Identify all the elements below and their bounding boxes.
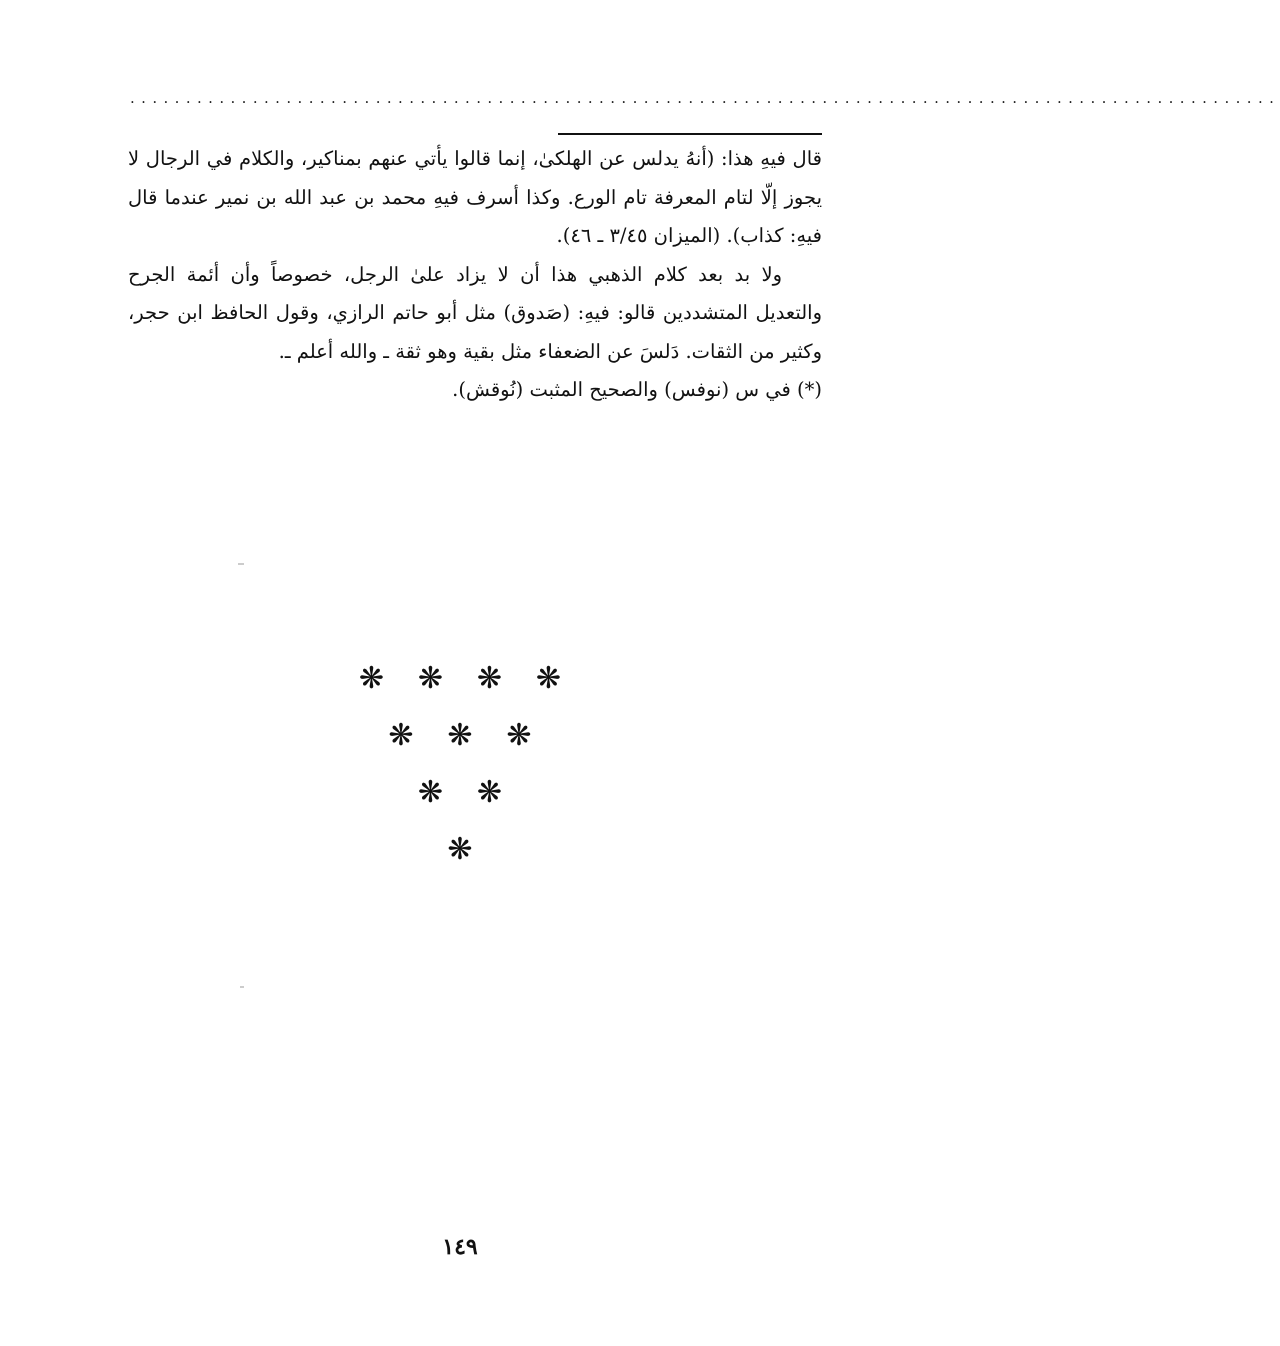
footnote-paragraph-3: (*) في س (نوفس) والصحيح المثبت (نُوقش). (452, 378, 822, 401)
asterisk-icon: ❋ (447, 718, 473, 753)
ornament-row-4 (310, 821, 610, 878)
page-number: ١٤٩ (442, 1234, 478, 1260)
asterisk-icon: ❋ (447, 832, 473, 867)
footnote-section (128, 140, 822, 410)
asterisk-icon: ❋ (417, 775, 444, 810)
asterisk-icon: ❋ (476, 661, 503, 696)
ornament-row-3 (310, 764, 610, 821)
asterisk-icon: ❋ (506, 718, 532, 753)
scan-speck (238, 563, 244, 565)
asterisk-icon: ❋ (388, 718, 414, 753)
asterisk-icon: ❋ (417, 661, 444, 696)
ornament-row-1 (310, 650, 610, 707)
ornament-row-2 (310, 707, 610, 764)
footnote-rule (558, 133, 822, 135)
footnote-paragraph-1: قال فيهِ هذا: (أنهُ يدلس عن الهلكىٰ، إنما قالوا يأتي عنهم بمناكير، والكلام في الرجال لا يجوز إلّا لتام المعرفة تام الورع. وكذا أسرف فيهِ محمد بن عبد الله بن نمير عندما قال فيهِ: كذاب). (الميزان ٣/٤٥ ـ ٤٦). (128, 147, 822, 247)
asterisk-icon: ❋ (476, 775, 503, 810)
footnote-paragraph-2: ولا بد بعد كلام الذهبي هذا أن لا يزاد علىٰ الرجل، خصوصاً وأن أئمة الجرح والتعديل المتشددين قالو: فيهِ: (صَدوق) مثل أبو حاتم الرازي، وقول الحافظ ابن حجر، وكثير من الثقات. دَلسَ عن الضعفاء مثل بقية وهو ثقة ـ والله أعلم ـ. (128, 262, 822, 363)
dotted-separator: ....................................................................................................... (130, 89, 1280, 107)
asterism-ornament (310, 650, 610, 878)
asterisk-icon: ❋ (535, 661, 562, 696)
scan-speck (240, 986, 244, 988)
asterisk-icon: ❋ (358, 661, 385, 696)
